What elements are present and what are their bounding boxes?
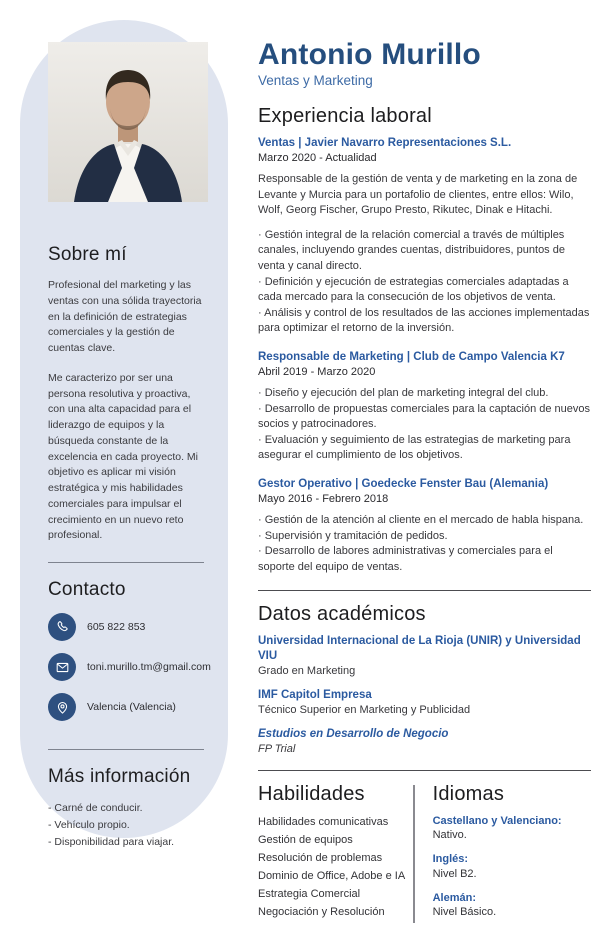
job-date: Marzo 2020 - Actualidad	[258, 151, 377, 164]
education-entry	[258, 727, 591, 755]
more-info-item: - Vehículo propio.	[48, 818, 130, 831]
language-name: Inglés:	[432, 853, 469, 866]
language-entry	[433, 814, 591, 841]
job-bullet: · Análisis y control de los resultados de las acciones implementadas para optimizar el retorno de la inversión.	[258, 306, 590, 335]
job-bullet: · Gestión de la atención al cliente en el mercado de habla hispana.	[258, 513, 584, 526]
education-degree: Técnico Superior en Marketing y Publicidad	[258, 704, 471, 717]
section-divider	[258, 590, 591, 591]
education-degree: Grado en Marketing	[258, 665, 356, 678]
job-entry	[258, 136, 591, 337]
job-entry	[258, 477, 591, 575]
contact-row-email	[48, 653, 211, 681]
skill-item: Negociación y Resolución	[258, 905, 385, 918]
language-level: Nivel Básico.	[432, 906, 497, 919]
mail-icon	[48, 653, 76, 681]
more-info-heading: Más información	[48, 766, 191, 787]
location-pin-icon	[48, 693, 76, 721]
job-bullet: · Diseño y ejecución del plan de marketing integral del club.	[258, 386, 549, 399]
education-degree: FP Trial	[258, 743, 296, 756]
job-bullet: · Desarrollo de propuestas comerciales para la captación de nuevos socios y patrocinadores.	[258, 402, 591, 431]
job-date: Mayo 2016 - Febrero 2018	[258, 492, 389, 505]
sidebar-divider	[48, 749, 204, 750]
skill-item: Habilidades comunicativas	[258, 816, 389, 829]
job-bullet: · Gestión integral de la relación comercial a través de múltiples canales, incluyendo grandes cuentas, distribuidores, puntos de venta y canal directo.	[258, 228, 565, 272]
skill-item: Gestión de equipos	[258, 834, 353, 847]
contact-heading: Contacto	[48, 579, 126, 600]
skills-column	[258, 783, 413, 929]
section-divider	[258, 770, 591, 771]
contact-row-location	[48, 693, 204, 721]
job-title: Gestor Operativo | Goedecke Fenster Bau (Alemania)	[258, 478, 549, 491]
job-title: Responsable de Marketing | Club de Campo Valencia K7	[258, 351, 565, 364]
languages-column	[415, 783, 591, 929]
language-entry	[433, 852, 591, 879]
skill-item: Estrategia Comercial	[258, 887, 361, 900]
main-column	[258, 38, 591, 929]
job-bullet: · Definición y ejecución de estrategias comerciales adaptadas a cada mercado para la consecución de los objetivos de venta.	[258, 275, 569, 304]
job-intro: Responsable de la gestión de venta y de marketing en la zona de Levante y Murcia para un portafolio de clientes, entre ellos: Wilo, Wolf, Georg Fischer, Grupo Presto, Rikutec, Dinak e Hitachi.	[258, 172, 578, 217]
job-date: Abril 2019 - Marzo 2020	[258, 365, 376, 378]
contact-email: toni.murillo.tm@gmail.com	[87, 661, 211, 673]
about-paragraph: Me caracterizo por ser una persona resolutiva y proactiva, con una alta capacidad para el liderazgo de equipos y la búsqueda constante de la excelencia en cada proyecto. Mi objetivo es aplicar mi visión estratégica y mis habilidades comerciales para impulsar el crecimiento en un nuevo reto profesional.	[48, 371, 198, 542]
job-title: Ventas | Javier Navarro Representaciones S.L.	[258, 137, 512, 149]
contact-phone: 605 822 853	[87, 621, 146, 633]
candidate-role: Ventas y Marketing	[258, 73, 373, 88]
profile-photo-illustration	[48, 42, 208, 202]
education-school: IMF Capitol Empresa	[258, 689, 372, 702]
contact-location: Valencia (Valencia)	[87, 701, 176, 713]
about-heading: Sobre mí	[48, 244, 127, 265]
skills-heading: Habilidades	[258, 783, 365, 806]
more-info-item: - Disponibilidad para viajar.	[48, 835, 175, 848]
job-bullet: · Desarrollo de labores administrativas y comerciales para el soporte del equipo de ventas.	[258, 545, 553, 573]
education-heading: Datos académicos	[258, 603, 426, 626]
contact-row-phone	[48, 613, 204, 641]
language-entry	[433, 891, 591, 918]
education-entry	[258, 688, 591, 716]
language-name: Alemán:	[432, 891, 476, 904]
education-school: Universidad Internacional de La Rioja (UNIR) y Universidad VIU	[258, 635, 581, 663]
language-level: Nivel B2.	[432, 867, 477, 880]
more-info-item: - Carné de conducir.	[48, 802, 143, 814]
candidate-name: Antonio Murillo	[258, 38, 481, 71]
profile-photo	[48, 42, 208, 202]
language-level: Nativo.	[432, 829, 467, 842]
skill-item: Dominio de Office, Adobe e IA	[258, 869, 406, 882]
language-name: Castellano y Valenciano:	[432, 815, 562, 828]
about-paragraph: Profesional del marketing y las ventas con una sólida trayectoria en la definición de estrategias comerciales y la gestión de cuentas clave.	[48, 279, 202, 354]
job-entry	[258, 350, 591, 464]
education-entry	[258, 634, 591, 677]
experience-heading: Experiencia laboral	[258, 105, 432, 127]
languages-heading: Idiomas	[432, 783, 505, 806]
education-school: Estudios en Desarrollo de Negocio	[258, 728, 449, 741]
sidebar	[20, 20, 228, 848]
phone-icon	[48, 613, 76, 641]
job-bullet: · Evaluación y seguimiento de las estrategias de marketing para asegurar el cumplimiento de los objetivos.	[258, 433, 571, 462]
skill-item: Resolución de problemas	[258, 851, 383, 864]
skills-languages-columns	[258, 783, 591, 929]
sidebar-divider	[48, 562, 204, 563]
job-bullet: · Supervisión y tramitación de pedidos.	[258, 529, 448, 542]
